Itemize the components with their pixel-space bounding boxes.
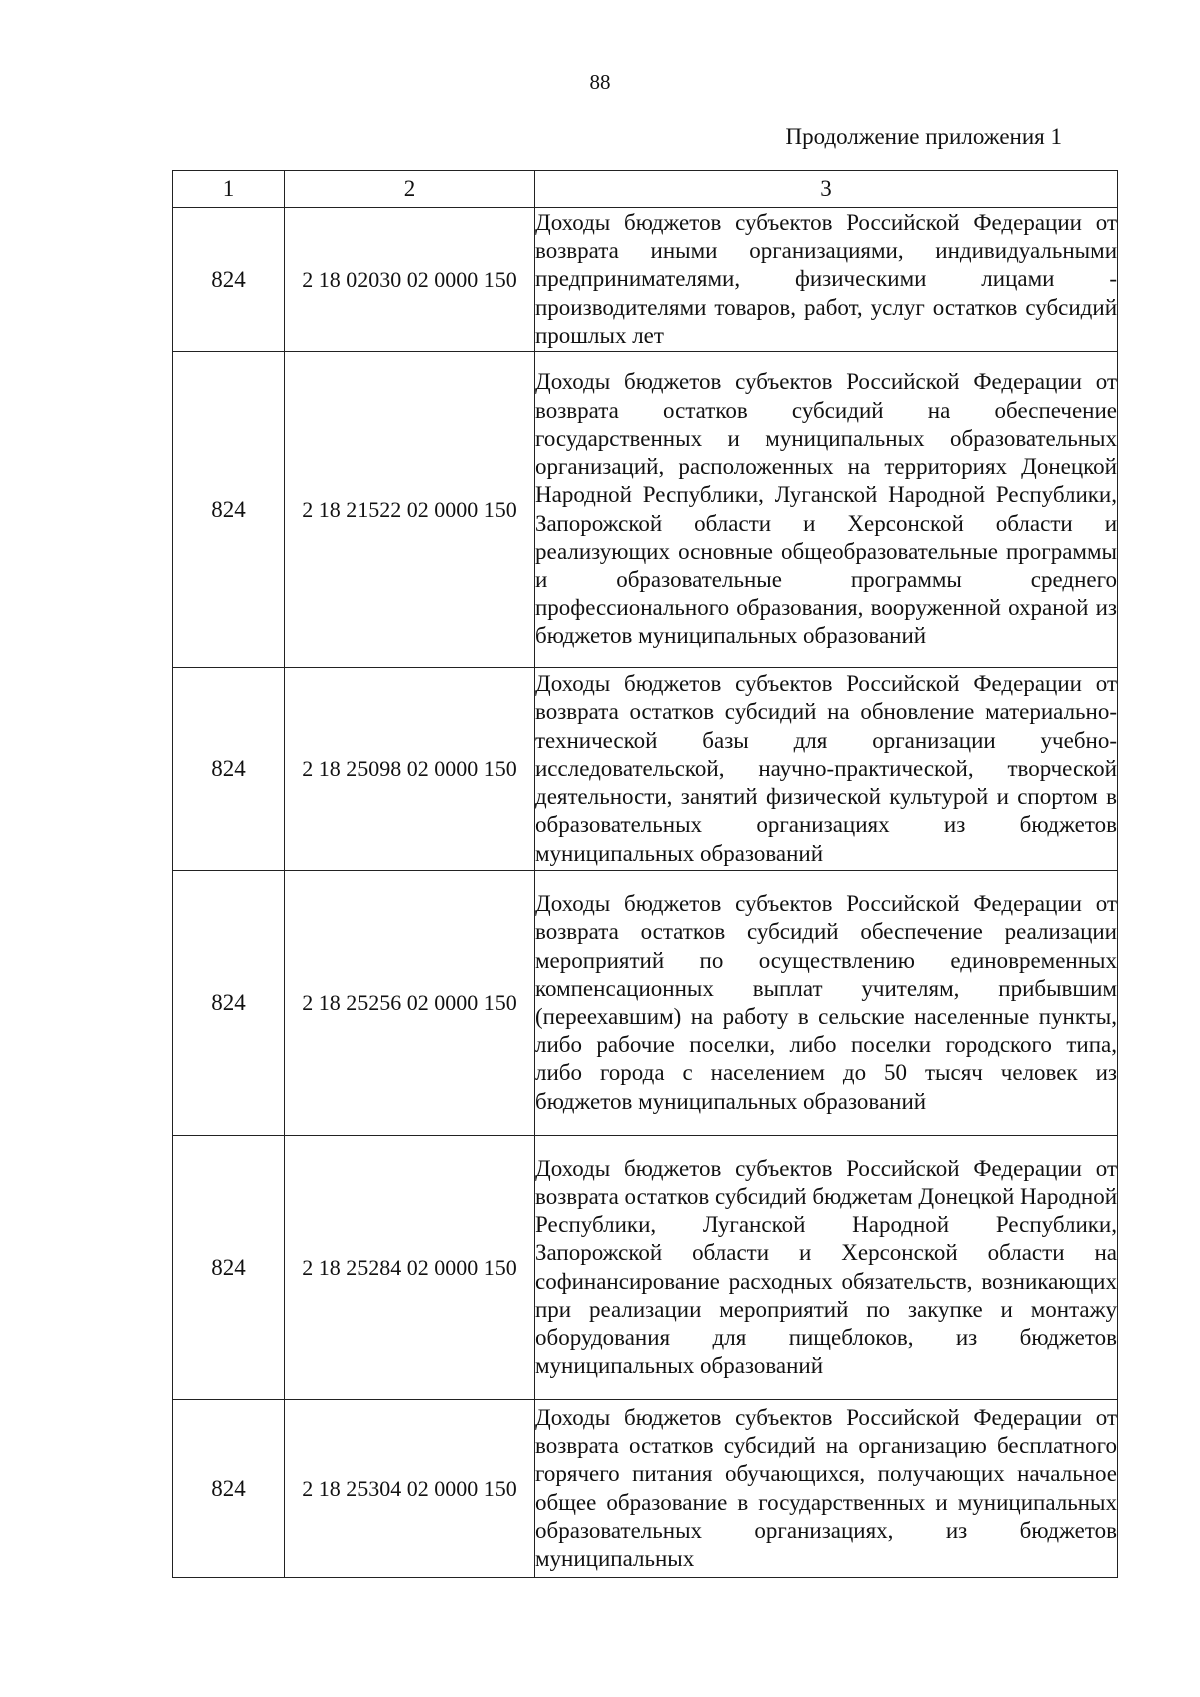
column-number-1: 1 — [173, 171, 285, 208]
budget-classification-code-cell: 2 18 21522 02 0000 150 — [285, 352, 535, 668]
table-row — [173, 1136, 1118, 1400]
revenue-description-cell: Доходы бюджетов субъектов Российской Федерации от возврата остатков субсидий обеспечение реализации мероприятий по осуществлению единовременных компенсационных выплат учителям, прибывшим (переехавшим) на работу в сельские населенные пункты, либо рабочие поселки, либо поселки городского типа, либо города с населением до 50 тысяч человек из бюджетов муниципальных образований — [535, 871, 1118, 1136]
administrator-code-cell: 824 — [173, 352, 285, 668]
budget-codes-table — [172, 170, 1118, 1578]
table-row — [173, 1400, 1118, 1578]
budget-classification-code-cell: 2 18 25284 02 0000 150 — [285, 1136, 535, 1400]
administrator-code-cell: 824 — [173, 871, 285, 1136]
budget-classification-code-cell: 2 18 02030 02 0000 150 — [285, 208, 535, 352]
page-number: 88 — [589, 70, 611, 94]
appendix-continuation-note: Продолжение приложения 1 — [785, 124, 1062, 149]
table-header-row — [173, 171, 1118, 208]
budget-classification-code-cell: 2 18 25304 02 0000 150 — [285, 1400, 535, 1578]
table-row — [173, 871, 1118, 1136]
revenue-description-cell: Доходы бюджетов субъектов Российской Федерации от возврата остатков субсидий на обновление материально-технической базы для организации учебно-исследовательской, научно-практической, творческой деятельности, занятий физической культурой и спортом в образовательных организациях из бюджетов муниципальных образований — [535, 668, 1118, 871]
column-number-3: 3 — [535, 171, 1118, 208]
table-row — [173, 668, 1118, 871]
budget-classification-code-cell: 2 18 25256 02 0000 150 — [285, 871, 535, 1136]
administrator-code-cell: 824 — [173, 1400, 285, 1578]
revenue-description-cell: Доходы бюджетов субъектов Российской Федерации от возврата остатков субсидий на обеспечение государственных и муниципальных образовательных организаций, расположенных на территориях Донецкой Народной Республики, Луганской Народной Республики, Запорожской области и Херсонской области и реализующих основные общеобразовательные программы и образовательные программы среднего профессионального образования, вооруженной охраной из бюджетов муниципальных образований — [535, 352, 1118, 668]
column-number-2: 2 — [285, 171, 535, 208]
revenue-description-cell: Доходы бюджетов субъектов Российской Федерации от возврата иными организациями, индивидуальными предпринимателями, физическими лицами - производителями товаров, работ, услуг остатков субсидий прошлых лет — [535, 208, 1118, 352]
administrator-code-cell: 824 — [173, 668, 285, 871]
table-row — [173, 352, 1118, 668]
revenue-description-cell: Доходы бюджетов субъектов Российской Федерации от возврата остатков субсидий бюджетам Донецкой Народной Республики, Луганской Народной Республики, Запорожской области и Херсонской области на софинансирование расходных обязательств, возникающих при реализации мероприятий по закупке и монтажу оборудования для пищеблоков, из бюджетов муниципальных образований — [535, 1136, 1118, 1400]
budget-classification-code-cell: 2 18 25098 02 0000 150 — [285, 668, 535, 871]
administrator-code-cell: 824 — [173, 208, 285, 352]
table-row — [173, 208, 1118, 352]
revenue-description-cell: Доходы бюджетов субъектов Российской Федерации от возврата остатков субсидий на организацию бесплатного горячего питания обучающихся, получающих начальное общее образование в государственных и муниципальных образовательных организациях, из бюджетов муниципальных — [535, 1400, 1118, 1578]
administrator-code-cell: 824 — [173, 1136, 285, 1400]
